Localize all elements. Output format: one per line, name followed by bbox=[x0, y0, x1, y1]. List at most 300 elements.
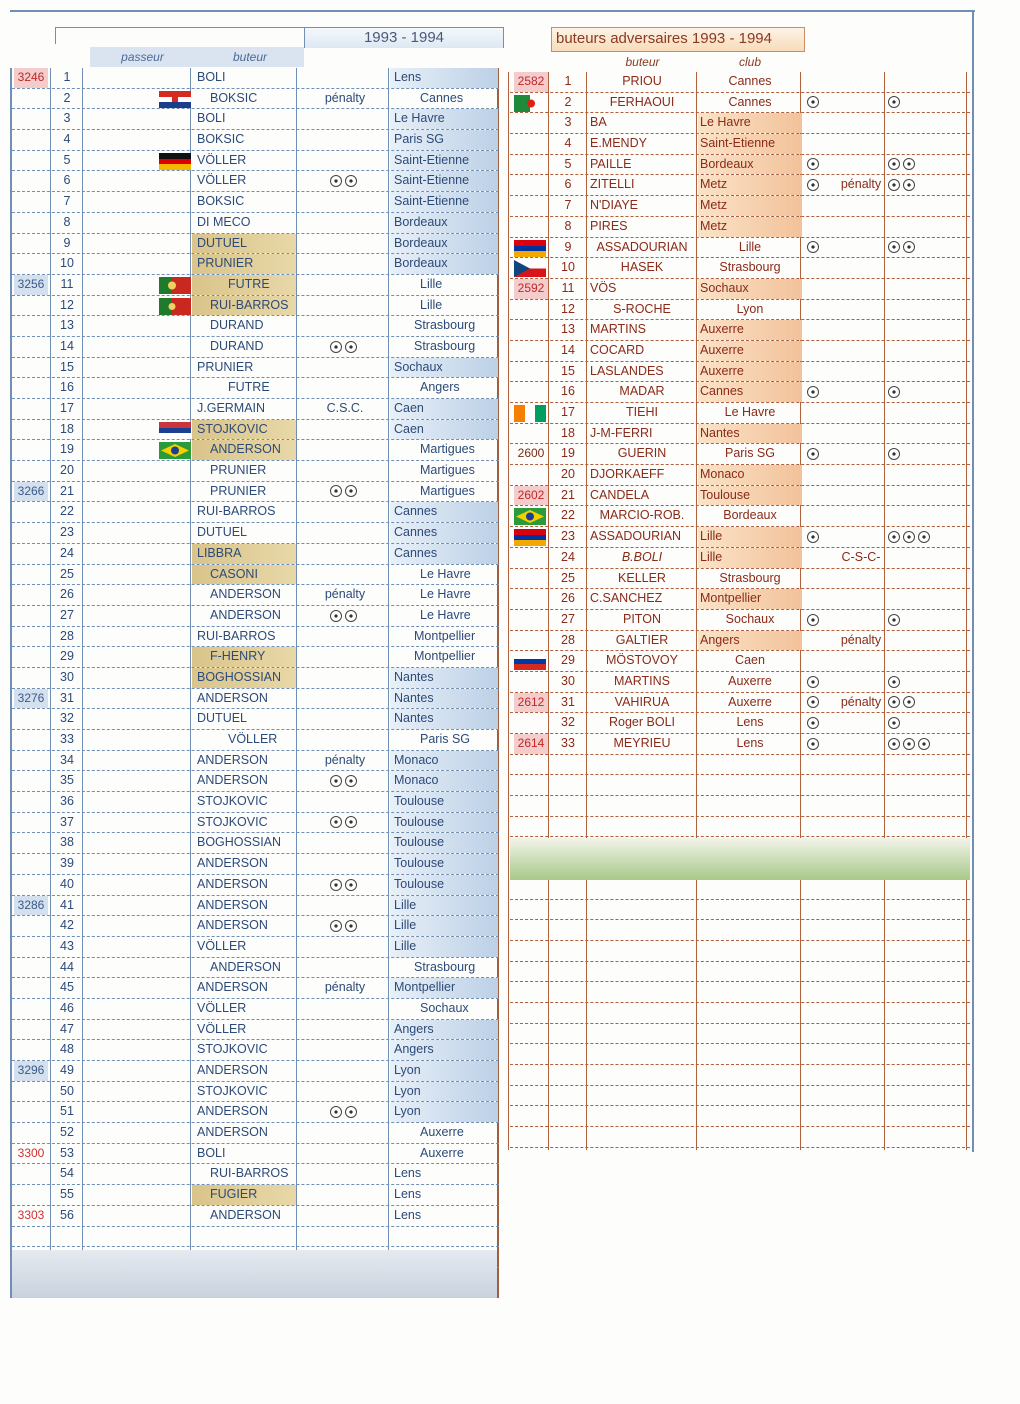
goal-marks bbox=[807, 589, 831, 609]
row-number: 8 bbox=[63, 214, 71, 229]
goal-note bbox=[298, 420, 392, 440]
goal-note bbox=[830, 734, 892, 754]
opponent-club: Sochaux bbox=[420, 1000, 469, 1015]
scorer-name: ASSADOURIAN bbox=[596, 239, 688, 254]
table-row bbox=[510, 300, 970, 321]
goal-note bbox=[298, 213, 392, 233]
tally-number bbox=[514, 217, 548, 237]
flag-cell bbox=[159, 171, 193, 191]
scorer-name: VÖLLER bbox=[228, 732, 278, 746]
tally-number bbox=[14, 502, 48, 522]
ball-icon bbox=[903, 696, 915, 708]
empty-row bbox=[510, 879, 970, 900]
row-number: 50 bbox=[60, 1083, 74, 1098]
scorer-name: Roger BOLI bbox=[608, 715, 675, 730]
goal-note bbox=[298, 792, 392, 812]
row-number: 13 bbox=[60, 318, 74, 333]
flag-cell bbox=[159, 565, 193, 585]
goal-note: C-S-C- bbox=[841, 549, 881, 564]
table-row bbox=[12, 689, 499, 710]
row-number: 8 bbox=[564, 218, 572, 233]
goal-note bbox=[830, 93, 892, 113]
tally-number bbox=[14, 875, 48, 895]
row-number: 28 bbox=[60, 628, 74, 643]
scorer-club: Montpellier bbox=[698, 589, 802, 609]
opponent-club: Cannes bbox=[420, 90, 464, 105]
scorer-club: Auxerre bbox=[728, 694, 772, 709]
opponent-club: Toulouse bbox=[390, 833, 498, 853]
flag-cell bbox=[159, 1185, 193, 1205]
opponent-club: Le Havre bbox=[390, 109, 498, 129]
row-number: 47 bbox=[60, 1021, 74, 1036]
scorer-name: F-HENRY bbox=[192, 647, 296, 667]
portugal2-flag-icon bbox=[159, 296, 193, 316]
scorer-name: PAILLE bbox=[590, 156, 632, 171]
scorer-club: Nantes bbox=[698, 424, 802, 444]
goal-marks bbox=[888, 506, 958, 526]
row-number: 4 bbox=[564, 136, 572, 151]
ball-icon bbox=[807, 676, 819, 688]
goal-note bbox=[830, 486, 892, 506]
opponent-club: Lyon bbox=[390, 1061, 498, 1081]
scorer-name: ANDERSON bbox=[197, 1104, 268, 1119]
scorer-name: CANDELA bbox=[590, 487, 650, 502]
goal-marks bbox=[888, 300, 958, 320]
flag-cell bbox=[159, 978, 193, 998]
row-number: 17 bbox=[561, 405, 575, 419]
row-number: 20 bbox=[60, 463, 74, 478]
scorer-name: PIRES bbox=[590, 218, 628, 233]
portugal-flag-icon bbox=[159, 275, 193, 295]
opponent-club: Strasbourg bbox=[414, 959, 476, 974]
table-row bbox=[12, 399, 499, 420]
tally-number: 2582 bbox=[514, 72, 548, 92]
ball-icon bbox=[330, 816, 342, 828]
table-row bbox=[12, 89, 499, 110]
row-number: 6 bbox=[564, 177, 572, 192]
table-row bbox=[12, 1020, 499, 1041]
table-row bbox=[12, 730, 499, 751]
flag-cell bbox=[159, 1123, 193, 1143]
opponent-club: Toulouse bbox=[390, 875, 498, 895]
scorer-name: ANDERSON bbox=[210, 959, 281, 974]
goal-marks bbox=[807, 196, 831, 216]
goal-note bbox=[298, 606, 392, 626]
scorer-name: MÖSTOVOY bbox=[605, 653, 678, 668]
scorer-name: RUI-BARROS bbox=[210, 1166, 289, 1181]
goal-note bbox=[298, 1102, 392, 1122]
flag-cell bbox=[159, 316, 193, 336]
goal-note: pénalty bbox=[840, 177, 882, 192]
row-number: 14 bbox=[60, 338, 74, 353]
tally-number bbox=[14, 523, 48, 543]
opponent-club: Cannes bbox=[390, 502, 498, 522]
row-number: 51 bbox=[60, 1104, 74, 1119]
ball-icon bbox=[903, 738, 915, 750]
row-number: 42 bbox=[60, 918, 74, 933]
row-number: 30 bbox=[561, 673, 575, 688]
tally-number bbox=[14, 234, 48, 254]
scorer-club: Saint-Etienne bbox=[698, 134, 802, 154]
goal-note bbox=[830, 217, 892, 237]
scorer-name: ANDERSON bbox=[197, 752, 268, 767]
flag-cell bbox=[159, 751, 193, 771]
brazil-flag-icon bbox=[514, 506, 548, 526]
ball-icon bbox=[330, 610, 342, 622]
goal-marks bbox=[888, 403, 958, 423]
goal-note bbox=[830, 113, 892, 133]
opponent-club: Lille bbox=[390, 896, 498, 916]
table-row bbox=[510, 610, 970, 631]
table-row bbox=[12, 1206, 499, 1227]
armenia-flag-icon bbox=[514, 238, 548, 258]
row-number: 1 bbox=[564, 74, 572, 88]
scorer-name: VAHIRUA bbox=[614, 694, 670, 709]
goal-note bbox=[298, 316, 392, 336]
tally-number bbox=[14, 296, 48, 316]
ball-icon bbox=[888, 386, 900, 398]
ball-icon bbox=[903, 531, 915, 543]
opponent-club: Caen bbox=[390, 399, 498, 419]
goal-note: pénalty bbox=[324, 587, 366, 602]
scorer-name: ANDERSON bbox=[197, 1125, 268, 1140]
goal-marks bbox=[807, 672, 831, 692]
tally-number bbox=[14, 399, 48, 419]
table-row bbox=[510, 279, 970, 300]
table-row bbox=[12, 792, 499, 813]
ball-icon bbox=[807, 614, 819, 626]
row-number: 45 bbox=[60, 980, 74, 995]
ball-icon bbox=[888, 158, 900, 170]
tally-number bbox=[14, 461, 48, 481]
row-number: 29 bbox=[60, 649, 74, 664]
row-number: 3 bbox=[564, 115, 572, 130]
tally-number bbox=[514, 569, 548, 589]
row-number: 44 bbox=[60, 959, 74, 974]
table-row bbox=[12, 358, 499, 379]
flag-cell bbox=[159, 523, 193, 543]
goal-note bbox=[830, 238, 892, 258]
table-row bbox=[12, 1061, 499, 1082]
tally-number bbox=[14, 792, 48, 812]
opponent-club: Paris SG bbox=[390, 130, 498, 150]
tally-number bbox=[14, 254, 48, 274]
tally-number bbox=[514, 424, 548, 444]
scorer-name: ANDERSON bbox=[197, 876, 268, 891]
goal-note bbox=[298, 440, 392, 460]
scorer-name: N'DIAYE bbox=[590, 198, 638, 213]
flag-cell bbox=[159, 958, 193, 978]
opponent-club: Martigues bbox=[420, 463, 475, 478]
goal-note bbox=[298, 709, 392, 729]
scorer-club: Auxerre bbox=[728, 673, 772, 688]
row-number: 7 bbox=[564, 198, 572, 213]
flag-cell bbox=[159, 482, 193, 502]
opponent-club: Lens bbox=[394, 1166, 422, 1181]
goal-marks bbox=[888, 651, 958, 671]
ball-icon bbox=[345, 920, 357, 932]
tally-number bbox=[514, 672, 548, 692]
goal-note bbox=[830, 444, 892, 464]
goal-note bbox=[298, 833, 392, 853]
scorer-club: Lyon bbox=[736, 301, 764, 316]
goal-note bbox=[298, 730, 392, 750]
goal-marks bbox=[888, 713, 958, 733]
scorer-name: STOJKOVIC bbox=[197, 814, 268, 829]
left-footer-band bbox=[12, 1250, 497, 1298]
tally-number: 3300 bbox=[17, 1145, 45, 1160]
row-number: 25 bbox=[60, 566, 74, 581]
goal-note bbox=[830, 72, 892, 92]
right-grid-vline bbox=[508, 72, 509, 1150]
goal-marks bbox=[807, 258, 831, 278]
tally-number bbox=[14, 627, 48, 647]
tally-number bbox=[514, 134, 548, 154]
ball-icon bbox=[903, 241, 915, 253]
goal-note bbox=[298, 916, 392, 936]
table-row bbox=[510, 341, 970, 362]
row-number: 55 bbox=[60, 1187, 74, 1202]
flag-cell bbox=[159, 896, 193, 916]
goal-note: pénalty bbox=[324, 980, 366, 995]
table-row bbox=[510, 486, 970, 507]
scorer-club: Sochaux bbox=[725, 611, 775, 626]
scorer-club: Cannes bbox=[728, 74, 772, 88]
goal-marks bbox=[807, 548, 831, 568]
ball-icon bbox=[807, 179, 819, 191]
empty-row bbox=[510, 962, 970, 983]
scorer-name: ANDERSON bbox=[197, 918, 268, 933]
table-row bbox=[510, 444, 970, 465]
goal-note bbox=[298, 151, 392, 171]
table-row bbox=[510, 175, 970, 196]
empty-row bbox=[510, 900, 970, 921]
team-goals-table bbox=[12, 68, 499, 1268]
goal-note bbox=[298, 192, 392, 212]
goal-marks bbox=[807, 382, 831, 402]
opponent-club: Cannes bbox=[390, 523, 498, 543]
scorer-name: ANDERSON bbox=[197, 1063, 268, 1077]
goal-note bbox=[298, 502, 392, 522]
opponent-club: Toulouse bbox=[390, 792, 498, 812]
goal-note bbox=[298, 1185, 392, 1205]
table-row bbox=[12, 544, 499, 565]
tally-number bbox=[14, 565, 48, 585]
ball-icon bbox=[807, 696, 819, 708]
scorer-name: STOJKOVIC bbox=[197, 1083, 268, 1098]
row-number: 19 bbox=[60, 442, 74, 457]
algeria-flag-icon bbox=[514, 93, 548, 113]
flag-cell bbox=[159, 937, 193, 957]
table-row bbox=[12, 171, 499, 192]
row-number: 26 bbox=[561, 591, 575, 606]
row-number: 24 bbox=[561, 549, 575, 564]
flag-cell bbox=[159, 109, 193, 129]
scorer-club: Toulouse bbox=[698, 486, 802, 506]
scorer-name: VÖLLER bbox=[197, 938, 247, 953]
goal-note: pénalty bbox=[840, 632, 882, 647]
row-number: 26 bbox=[60, 587, 74, 602]
tally-number bbox=[14, 213, 48, 233]
ball-icon bbox=[903, 158, 915, 170]
ivory-flag-icon bbox=[514, 403, 548, 423]
scorer-name: DJORKAEFF bbox=[590, 467, 665, 482]
opponent-club: Bordeaux bbox=[390, 254, 498, 274]
row-number: 22 bbox=[561, 508, 575, 523]
goal-note bbox=[298, 958, 392, 978]
table-row bbox=[510, 713, 970, 734]
scorer-name: VÖS bbox=[590, 280, 617, 295]
opponent-club: Bordeaux bbox=[390, 234, 498, 254]
row-number: 35 bbox=[60, 773, 74, 788]
table-row bbox=[12, 130, 499, 151]
goal-note bbox=[298, 689, 392, 709]
ball-icon bbox=[807, 738, 819, 750]
goal-marks bbox=[888, 444, 958, 464]
scorer-name: PITON bbox=[623, 611, 661, 626]
table-row bbox=[510, 424, 970, 445]
goal-note bbox=[830, 403, 892, 423]
goal-note bbox=[298, 358, 392, 378]
row-number: 52 bbox=[60, 1125, 74, 1140]
row-number: 23 bbox=[561, 529, 575, 544]
flag-cell bbox=[159, 68, 193, 88]
goal-note bbox=[830, 196, 892, 216]
table-row bbox=[510, 734, 970, 755]
table-row bbox=[12, 875, 499, 896]
ball-icon bbox=[330, 341, 342, 353]
ball-icon bbox=[807, 448, 819, 460]
goal-marks bbox=[888, 341, 958, 361]
goal-marks bbox=[888, 258, 958, 278]
ball-icon bbox=[345, 610, 357, 622]
opponent-club: Montpellier bbox=[414, 649, 476, 664]
goal-note bbox=[298, 896, 392, 916]
goal-note bbox=[298, 254, 392, 274]
goal-note bbox=[830, 589, 892, 609]
row-number: 5 bbox=[63, 152, 71, 167]
empty-row bbox=[510, 775, 970, 796]
goal-marks bbox=[888, 569, 958, 589]
table-row bbox=[12, 1102, 499, 1123]
scorer-club: Angers bbox=[698, 631, 802, 651]
scorer-club: Monaco bbox=[698, 465, 802, 485]
flag-cell bbox=[159, 378, 193, 398]
right-frame-line bbox=[972, 10, 974, 1152]
goal-note bbox=[298, 937, 392, 957]
table-row bbox=[510, 589, 970, 610]
top-frame-line bbox=[10, 10, 975, 12]
table-row bbox=[510, 362, 970, 383]
tally-number: 2612 bbox=[514, 693, 548, 713]
ball-icon bbox=[888, 448, 900, 460]
tally-number bbox=[14, 585, 48, 605]
goal-marks bbox=[807, 465, 831, 485]
goal-note: pénalty bbox=[324, 752, 366, 767]
goal-note bbox=[830, 279, 892, 299]
brazil-flag-icon bbox=[159, 440, 193, 460]
row-number: 40 bbox=[60, 876, 74, 891]
tally-number: 3286 bbox=[14, 896, 48, 916]
empty-row bbox=[510, 1044, 970, 1065]
tally-number bbox=[14, 378, 48, 398]
flag-cell bbox=[159, 1164, 193, 1184]
table-row bbox=[510, 569, 970, 590]
tally-number: 2600 bbox=[517, 446, 545, 461]
row-number: 11 bbox=[561, 280, 575, 295]
row-number: 49 bbox=[60, 1063, 74, 1077]
row-number: 33 bbox=[561, 736, 575, 750]
flag-cell bbox=[159, 647, 193, 667]
scorer-name: ZITELLI bbox=[590, 177, 635, 192]
goal-note bbox=[298, 130, 392, 150]
row-number: 12 bbox=[60, 297, 74, 312]
flag-cell bbox=[159, 1144, 193, 1164]
empty-row bbox=[510, 1127, 970, 1148]
flag-cell bbox=[159, 1020, 193, 1040]
tally-number bbox=[514, 610, 548, 630]
flag-cell bbox=[159, 627, 193, 647]
row-number: 16 bbox=[561, 384, 575, 399]
scorer-name: BOKSIC bbox=[210, 90, 258, 105]
ball-icon bbox=[807, 531, 819, 543]
goal-marks bbox=[807, 300, 831, 320]
ball-icon bbox=[330, 175, 342, 187]
col-header-passeur: passeur bbox=[121, 50, 164, 64]
scorer-club: Lens bbox=[736, 715, 764, 730]
col-header-buteur: buteur bbox=[232, 50, 268, 64]
tally-number bbox=[14, 833, 48, 853]
row-number: 22 bbox=[60, 504, 74, 519]
empty-row bbox=[510, 1106, 970, 1127]
row-number: 39 bbox=[60, 856, 74, 871]
opponent-club: Lille bbox=[420, 297, 443, 312]
empty-row bbox=[510, 796, 970, 817]
scorer-name: E.MENDY bbox=[590, 136, 647, 151]
goal-note bbox=[830, 320, 892, 340]
row-number: 32 bbox=[60, 711, 74, 726]
scorer-name: RUI-BARROS bbox=[192, 296, 296, 316]
goal-note bbox=[830, 258, 892, 278]
scorer-name: ANDERSON bbox=[210, 587, 281, 602]
tally-number bbox=[14, 958, 48, 978]
flag-cell bbox=[159, 833, 193, 853]
ball-icon bbox=[888, 696, 900, 708]
tally-number bbox=[14, 647, 48, 667]
table-row bbox=[12, 999, 499, 1020]
tally-number bbox=[14, 751, 48, 771]
scorer-name: PRIOU bbox=[622, 74, 662, 88]
opponent-club: Lyon bbox=[390, 1082, 498, 1102]
table-row bbox=[510, 258, 970, 279]
row-number: 5 bbox=[564, 156, 572, 171]
scorer-name: MARTINS bbox=[590, 322, 647, 337]
flag-cell bbox=[159, 213, 193, 233]
opponent-club: Nantes bbox=[390, 668, 498, 688]
ball-icon bbox=[330, 485, 342, 497]
scorer-name: VÖLLER bbox=[197, 152, 247, 167]
tally-number bbox=[14, 916, 48, 936]
row-number: 10 bbox=[60, 256, 74, 271]
croatia-flag-icon bbox=[159, 89, 193, 109]
goal-marks bbox=[807, 238, 831, 258]
row-number: 29 bbox=[561, 653, 575, 668]
tally-number bbox=[14, 606, 48, 626]
goal-marks bbox=[807, 444, 831, 464]
row-number: 20 bbox=[561, 467, 575, 482]
scorer-name: GALTIER bbox=[615, 632, 669, 647]
scorer-name: PRUNIER bbox=[210, 463, 267, 478]
